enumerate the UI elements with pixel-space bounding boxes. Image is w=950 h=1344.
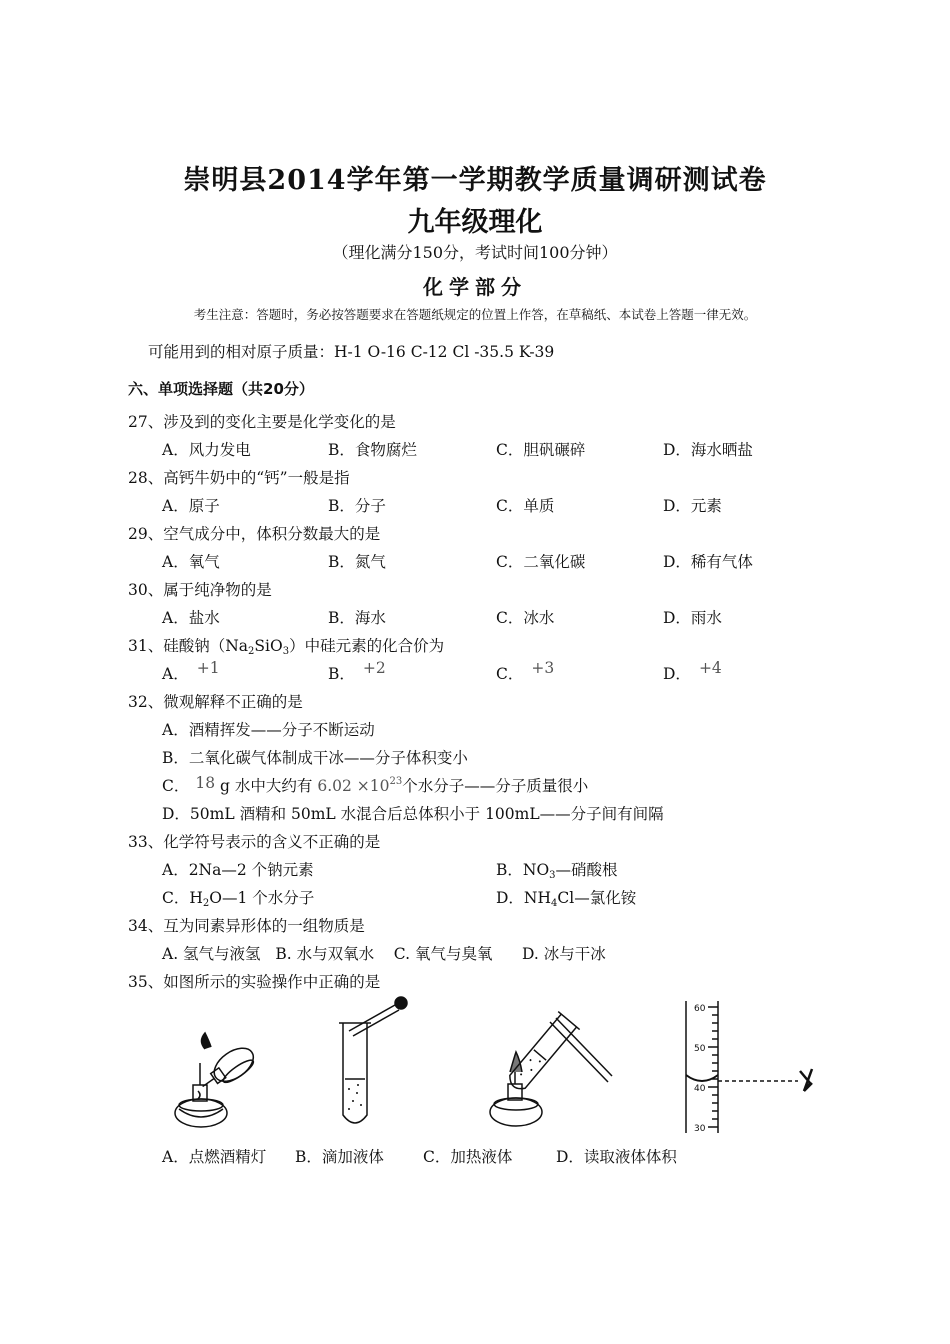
figure-label-a: A．点燃酒精灯 (162, 1148, 267, 1166)
question-28-option-d: D．元素 (663, 497, 722, 515)
question-30-option-c: C．冰水 (496, 609, 555, 627)
exam-notice: 考生注意：答题时，务必按答题要求在答题纸规定的位置上作答，在草稿纸、本试卷上答题一律无效。 (193, 307, 757, 322)
atomic-masses: 可能用到的相对原子质量：H-1 O-16 C-12 Cl -35.5 K-39 (148, 343, 555, 361)
question-31-option-d: D． +4 (663, 659, 722, 683)
question-29-option-c: C．二氧化碳 (496, 553, 586, 571)
question-33-option-a: A．2Na—2 个钠元素 (162, 861, 314, 879)
question-28-stem: 28、高钙牛奶中的“钙”一般是指 (128, 469, 350, 487)
exam-meta: （理化满分150分，考试时间100分钟） (332, 243, 618, 262)
figure-c-heating-test-tube (480, 1000, 615, 1135)
question-32-option-b: B．二氧化碳气体制成干冰——分子体积变小 (162, 749, 468, 767)
figure-d-graduated-cylinder (676, 995, 836, 1135)
figure-label-c: C．加热液体 (423, 1148, 513, 1166)
question-33-option-b: B．$NO_3—$硝酸根 (496, 861, 618, 881)
part-heading: 六、单项选择题（共20分） (128, 380, 314, 398)
question-34-options: A. 氢气与液氢 B. 水与双氧水 C. 氧气与臭氧 D. 冰与干冰 (162, 945, 606, 963)
question-33-option-c: C．$H_2O—1$ 个水分子 (162, 889, 315, 909)
question-33-stem: 33、化学符号表示的含义不正确的是 (128, 833, 381, 851)
question-30-option-b: B．海水 (328, 609, 386, 627)
question-30-stem: 30、属于纯净物的是 (128, 581, 272, 599)
question-27-option-d: D．海水晒盐 (663, 441, 753, 459)
question-30-option-a: A．盐水 (162, 609, 220, 627)
question-28-option-b: B．分子 (328, 497, 386, 515)
question-27-option-c: C．胆矾碾碎 (496, 441, 586, 459)
question-31-stem: 31、硅酸钠$(Na_2SiO_3)$中硅元素的化合价为 (128, 637, 445, 657)
grade-title: 九年级理化 (407, 207, 543, 238)
question-32-option-d: D．50mL 酒精和 50mL 水混合后总体积小于 100mL——分子间有间隔 (162, 805, 664, 823)
question-27-option-a: A．风力发电 (162, 441, 251, 459)
question-32-option-a: A．酒精挥发——分子不断运动 (162, 721, 375, 739)
question-31-option-b: B． +2 (328, 659, 386, 683)
question-28-option-c: C．单质 (496, 497, 555, 515)
question-27-stem: 27、涉及到的变化主要是化学变化的是 (128, 413, 396, 431)
section-title: 化学部分 (423, 275, 527, 299)
question-31-option-c: C． +3 (496, 659, 555, 683)
question-29-option-a: A．氧气 (162, 553, 220, 571)
question-28-option-a: A．原子 (162, 497, 220, 515)
cylinder-tick-60: 60 (694, 1004, 706, 1014)
cylinder-tick-50: 50 (694, 1044, 706, 1054)
cylinder-tick-30: 30 (694, 1124, 706, 1134)
figure-b-dropper-test-tube (325, 993, 415, 1133)
question-34-stem: 34、互为同素异形体的一组物质是 (128, 917, 365, 935)
figure-label-d: D．读取液体体积 (556, 1148, 677, 1166)
figure-label-b: B．滴加液体 (295, 1148, 384, 1166)
figure-a-alcohol-lamps (165, 1025, 270, 1135)
question-32-option-c: C． 18 g 水中大约有 $6.02 \times 10^{23}$个水分子——分子质量很小 (162, 774, 589, 795)
question-32-stem: 32、微观解释不正确的是 (128, 693, 303, 711)
cylinder-tick-40: 40 (694, 1084, 706, 1094)
exam-title: 崇明县2014学年第一学期教学质量调研测试卷 (183, 165, 767, 196)
question-29-option-d: D．稀有气体 (663, 553, 753, 571)
question-27-option-b: B．食物腐烂 (328, 441, 417, 459)
question-35-stem: 35、如图所示的实验操作中正确的是 (128, 973, 381, 991)
question-30-option-d: D．雨水 (663, 609, 722, 627)
question-29-option-b: B．氮气 (328, 553, 386, 571)
question-33-option-d: D．$NH_4Cl—$氯化铵 (496, 889, 637, 909)
question-29-stem: 29、空气成分中，体积分数最大的是 (128, 525, 381, 543)
question-31-option-a: A． +1 (162, 659, 220, 683)
